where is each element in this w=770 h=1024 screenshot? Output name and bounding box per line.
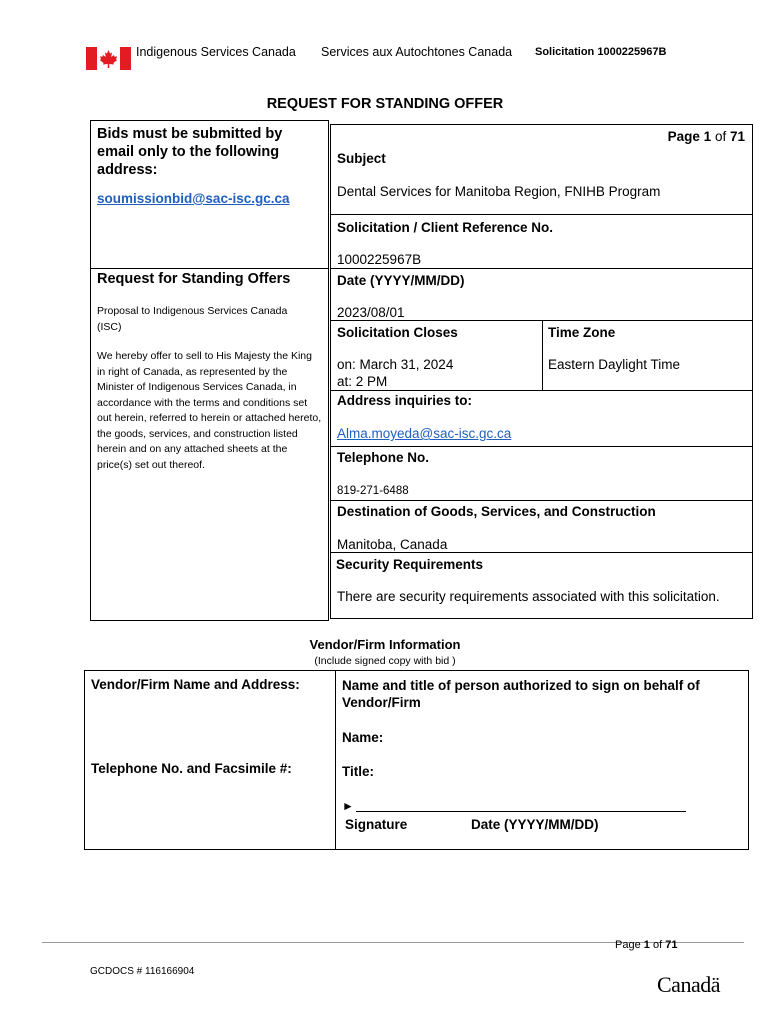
divider [330, 268, 753, 269]
phone-value: 819-271-6488 [337, 485, 409, 497]
divider [330, 446, 753, 447]
security-label: Security Requirements [336, 557, 484, 572]
authorized-person-label: Name and title of person authorized to sign on behalf of Vendor/Firm [342, 678, 700, 710]
divider [330, 500, 753, 501]
inquiries-label: Address inquiries to: [337, 393, 473, 408]
reference-value: 1000225967B [337, 252, 422, 267]
vendor-name-address-label: Vendor/Firm Name and Address: [91, 677, 300, 692]
divider [330, 552, 753, 553]
time-zone-value: Eastern Daylight Time [548, 357, 681, 372]
page-indicator: Page 1 of 71 [667, 129, 745, 144]
bids-heading: Bids must be submitted by email only to the following address: [97, 126, 283, 178]
reference-label: Solicitation / Client Reference No. [337, 220, 554, 235]
inquiries-email-link[interactable]: Alma.moyeda@sac-isc.gc.ca [337, 426, 512, 441]
name-label: Name: [342, 730, 384, 745]
divider [542, 320, 543, 390]
destination-value: Manitoba, Canada [337, 537, 448, 552]
proposal-text: Proposal to Indigenous Services Canada (ISC) [97, 305, 288, 333]
canada-wordmark: Canadä [657, 972, 720, 997]
closes-label: Solicitation Closes [337, 325, 458, 340]
signature-date-label: Date (YYYY/MM/DD) [471, 817, 599, 832]
time-zone-label: Time Zone [548, 325, 616, 340]
phone-label: Telephone No. [337, 450, 430, 465]
divider [330, 390, 753, 391]
footer-page-indicator: Page 1 of 71 [615, 939, 678, 951]
canada-flag-icon [86, 47, 131, 70]
divider [335, 670, 336, 850]
signature-label: Signature [345, 817, 408, 832]
closes-time: at: 2 PM [337, 374, 388, 389]
solicitation-number: Solicitation 1000225967B [535, 46, 667, 58]
divider [330, 124, 331, 619]
bid-email-link[interactable]: soumissionbid@sac-isc.gc.ca [97, 191, 290, 206]
department-name-en: Indigenous Services Canada [136, 45, 296, 59]
page-title: REQUEST FOR STANDING OFFER [266, 96, 504, 112]
divider [330, 214, 753, 215]
signature-line[interactable] [356, 811, 686, 812]
title-label: Title: [342, 764, 375, 779]
rso-heading: Request for Standing Offers [97, 271, 291, 287]
arrow-icon: ► [342, 799, 354, 813]
destination-label: Destination of Goods, Services, and Construction [337, 504, 656, 519]
vendor-heading: Vendor/Firm Information [309, 637, 461, 652]
closes-date: on: March 31, 2024 [337, 357, 454, 372]
department-name-fr: Services aux Autochtones Canada [321, 45, 513, 59]
vendor-subheading: (Include signed copy with bid ) [314, 655, 456, 667]
date-label: Date (YYYY/MM/DD) [337, 273, 465, 288]
offer-text: We hereby offer to sell to His Majesty the King in right of Canada, as represented by the Minister of Indigenous Services Canada, in accordance with the terms and conditions set out herein, referred to herein or attached hereto, the goods, services, and construction listed herein and on any attached sheets at the price(s) set out thereof. [97, 350, 322, 471]
security-value: There are security requirements associated with this solicitation. [337, 589, 720, 604]
divider [90, 268, 329, 269]
date-value: 2023/08/01 [337, 305, 405, 320]
telephone-fax-label: Telephone No. and Facsimile #: [91, 761, 292, 776]
gcdocs-number: GCDOCS # 116166904 [90, 966, 195, 977]
subject-label: Subject [337, 151, 386, 166]
subject-value: Dental Services for Manitoba Region, FNIHB Program [337, 184, 661, 199]
